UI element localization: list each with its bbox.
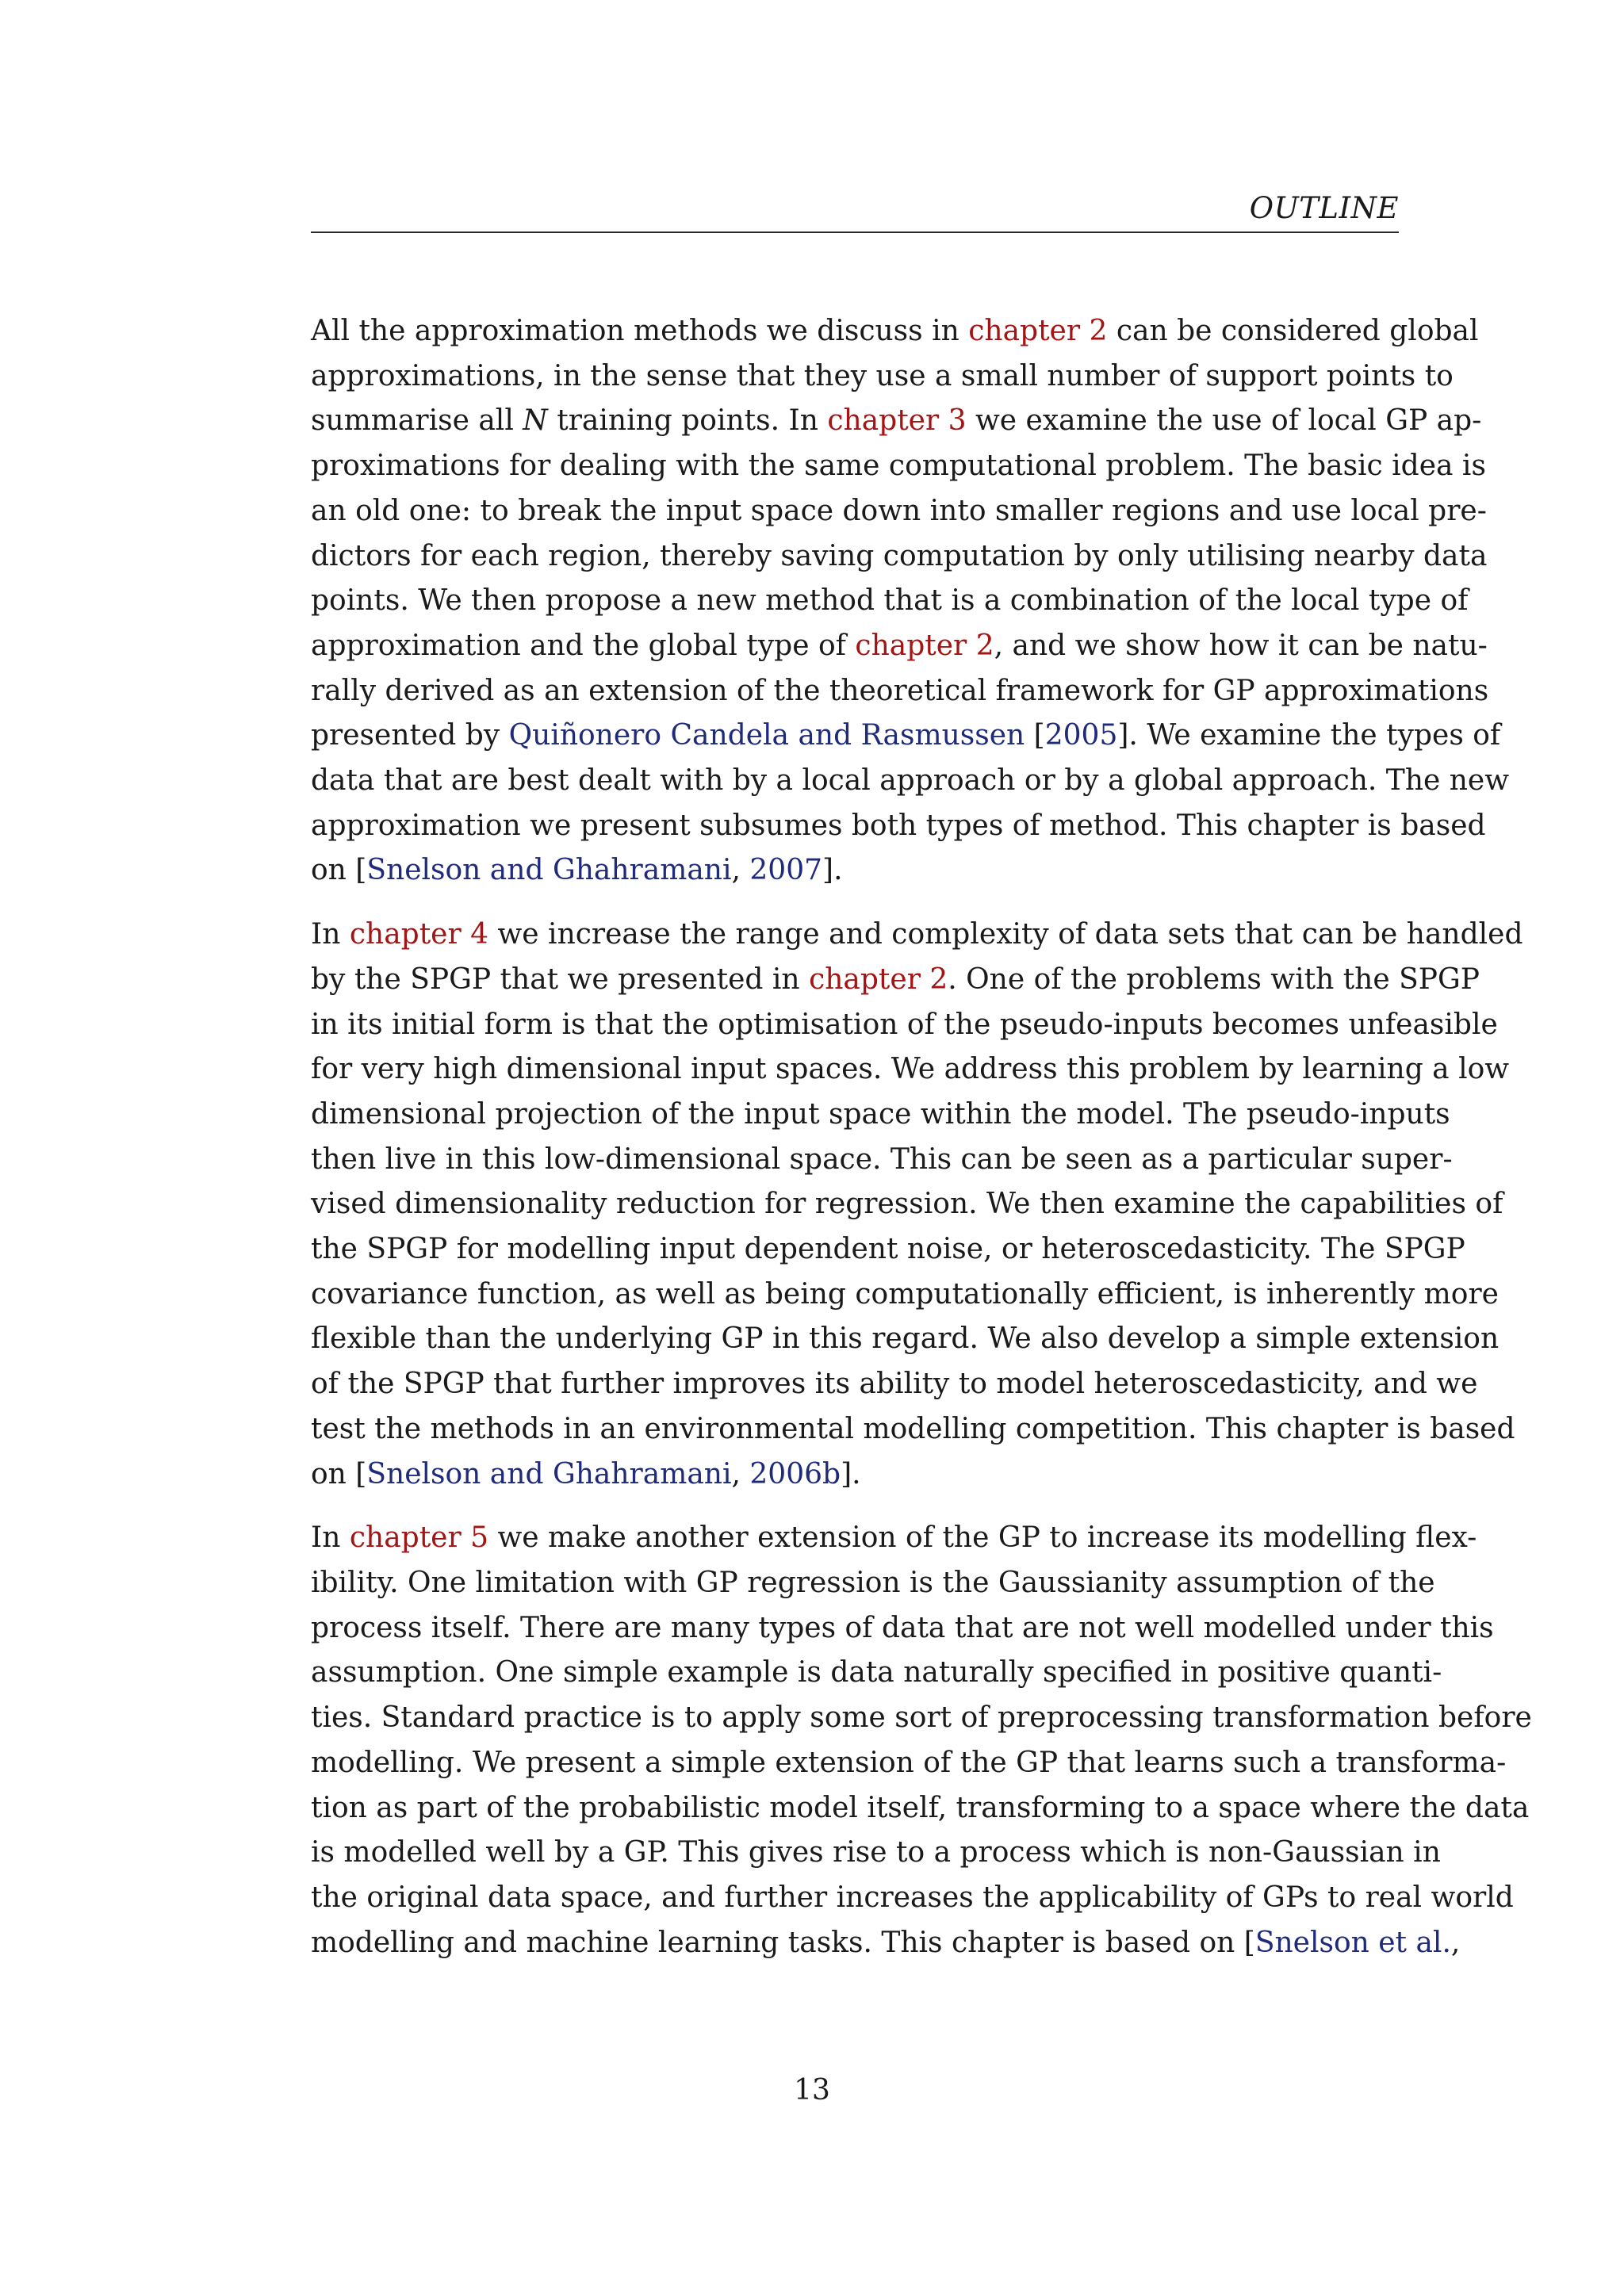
text-line bbox=[311, 1831, 1441, 1876]
text-line bbox=[311, 354, 1454, 400]
text-run: covariance function, as well as being computationally efficient, is inherently more bbox=[311, 1277, 1499, 1311]
chapter-link[interactable]: chapter 2 bbox=[809, 962, 948, 996]
paragraph bbox=[311, 913, 1523, 1497]
text-line bbox=[311, 1003, 1498, 1048]
text-run: on [ bbox=[311, 854, 367, 887]
text-run: can be considered global bbox=[1107, 315, 1479, 347]
text-run: an old one: to break the input space down into smaller regions and use local pre- bbox=[311, 494, 1487, 527]
text-run: , and we show how it can be natu- bbox=[994, 629, 1488, 662]
text-run: ]. bbox=[841, 1457, 861, 1490]
text-line bbox=[311, 913, 1523, 958]
chapter-link[interactable]: chapter 2 bbox=[968, 315, 1108, 347]
text-run: then live in this low-dimensional space. This can be seen as a particular super- bbox=[311, 1142, 1453, 1176]
chapter-link[interactable]: chapter 2 bbox=[855, 629, 994, 662]
text-line bbox=[311, 848, 1399, 894]
text-run: modelling. We present a simple extension of the GP that learns such a transforma- bbox=[311, 1746, 1507, 1779]
text-run: ]. bbox=[822, 854, 843, 887]
text-run: approximation and the global type of bbox=[311, 629, 856, 662]
text-run: assumption. One simple example is data naturally specified in positive quanti- bbox=[311, 1656, 1442, 1689]
text-line bbox=[311, 1516, 1477, 1561]
text-run: , bbox=[1450, 1926, 1461, 1959]
text-line bbox=[311, 804, 1486, 849]
text-run: In bbox=[311, 918, 350, 951]
text-line bbox=[311, 759, 1510, 804]
running-header bbox=[311, 187, 1399, 233]
citation-link[interactable]: Snelson and Ghahramani bbox=[366, 1457, 732, 1490]
text-line bbox=[311, 489, 1487, 534]
chapter-link[interactable]: chapter 4 bbox=[349, 918, 489, 951]
page-number: 13 bbox=[794, 2074, 830, 2107]
text-line bbox=[311, 1182, 1503, 1227]
text-run: points. We then propose a new method that is a combination of the local type of bbox=[311, 584, 1469, 618]
citation-link[interactable]: Quiñonero Candela and Rasmussen bbox=[508, 719, 1025, 752]
text-line bbox=[311, 444, 1486, 489]
text-line bbox=[311, 1876, 1514, 1921]
text-run: we examine the use of local GP ap- bbox=[966, 404, 1482, 438]
text-line bbox=[311, 1452, 1399, 1498]
citation-link[interactable]: Snelson et al. bbox=[1254, 1926, 1451, 1959]
text-run: proximations for dealing with the same computational problem. The basic idea is bbox=[311, 450, 1486, 483]
text-line bbox=[311, 534, 1488, 580]
text-run: approximation we present subsumes both types of method. This chapter is based bbox=[311, 809, 1486, 842]
text-line bbox=[311, 1651, 1442, 1696]
text-line bbox=[311, 579, 1469, 624]
text-line bbox=[311, 1786, 1530, 1831]
chapter-link[interactable]: chapter 3 bbox=[827, 404, 967, 438]
text-line bbox=[311, 1227, 1465, 1272]
text-run: tion as part of the probabilistic model itself, transforming to a space where the data bbox=[311, 1791, 1530, 1824]
text-run: the SPGP for modelling input dependent noise, or heteroscedasticity. The SPGP bbox=[311, 1233, 1465, 1266]
text-run: training points. In bbox=[547, 404, 828, 438]
text-run: , bbox=[731, 1457, 750, 1490]
text-run: is modelled well by a GP. This gives rise to a process which is non-Gaussian in bbox=[311, 1836, 1441, 1869]
text-line bbox=[311, 399, 1482, 444]
text-run: rally derived as an extension of the theoretical framework for GP approximations bbox=[311, 674, 1489, 707]
text-line bbox=[311, 1272, 1499, 1318]
text-run: , bbox=[731, 854, 750, 887]
text-line bbox=[311, 1317, 1500, 1362]
text-run: on [ bbox=[311, 1457, 367, 1490]
text-run: data that are best dealt with by a local approach or by a global approach. The new bbox=[311, 764, 1510, 798]
text-run: in its initial form is that the optimisation of the pseudo-inputs becomes unfeasible bbox=[311, 1008, 1498, 1041]
text-line bbox=[311, 1362, 1478, 1407]
text-run: [ bbox=[1025, 719, 1045, 752]
text-line bbox=[311, 1138, 1453, 1183]
text-run: In bbox=[311, 1521, 350, 1555]
citation-link[interactable]: 2005 bbox=[1044, 719, 1118, 752]
text-line bbox=[311, 309, 1479, 354]
text-run: the original data space, and further increases the applicability of GPs to real world bbox=[311, 1881, 1514, 1914]
text-line bbox=[311, 1696, 1532, 1741]
text-line bbox=[311, 669, 1489, 714]
text-line bbox=[311, 714, 1501, 759]
text-run: ties. Standard practice is to apply some sort of preprocessing transformation before bbox=[311, 1701, 1532, 1735]
text-run: of the SPGP that further improves its ability to model heteroscedasticity, and we bbox=[311, 1368, 1478, 1401]
text-line bbox=[311, 1561, 1435, 1606]
text-run: presented by bbox=[311, 719, 509, 752]
text-run: by the SPGP that we presented in bbox=[311, 962, 810, 996]
running-header-title: OUTLINE bbox=[1249, 191, 1399, 225]
math-symbol: N bbox=[523, 404, 548, 438]
citation-link[interactable]: 2007 bbox=[749, 854, 823, 887]
text-line bbox=[311, 1606, 1494, 1651]
text-run: process itself. There are many types of data that are not well modelled under this bbox=[311, 1611, 1494, 1644]
paragraph bbox=[311, 309, 1510, 894]
text-run: approximations, in the sense that they use a small number of support points to bbox=[311, 359, 1454, 392]
text-run: . One of the problems with the SPGP bbox=[948, 962, 1480, 996]
text-run: dictors for each region, thereby saving computation by only utilising nearby data bbox=[311, 539, 1488, 572]
text-run: flexible than the underlying GP in this regard. We also develop a simple extension bbox=[311, 1322, 1500, 1356]
text-line bbox=[311, 1741, 1507, 1786]
text-line bbox=[311, 1093, 1450, 1138]
text-run: we increase the range and complexity of data sets that can be handled bbox=[488, 918, 1523, 951]
text-run: vised dimensionality reduction for regression. We then examine the capabilities of bbox=[311, 1188, 1503, 1221]
text-line bbox=[311, 624, 1488, 669]
text-run: All the approximation methods we discuss in bbox=[311, 315, 969, 347]
text-run: for very high dimensional input spaces. We address this problem by learning a low bbox=[311, 1053, 1510, 1086]
text-line bbox=[311, 1921, 1461, 1966]
text-run: ]. We examine the types of bbox=[1117, 719, 1501, 752]
text-line bbox=[311, 958, 1480, 1003]
text-run: dimensional projection of the input space within the model. The pseudo-inputs bbox=[311, 1097, 1450, 1131]
text-run: modelling and machine learning tasks. This chapter is based on [ bbox=[311, 1926, 1255, 1959]
text-run: test the methods in an environmental modelling competition. This chapter is based bbox=[311, 1412, 1515, 1445]
text-line bbox=[311, 1407, 1515, 1452]
chapter-link[interactable]: chapter 5 bbox=[349, 1521, 489, 1555]
citation-link[interactable]: Snelson and Ghahramani bbox=[366, 854, 732, 887]
text-run: summarise all bbox=[311, 404, 523, 438]
text-run: ibility. One limitation with GP regression is the Gaussianity assumption of the bbox=[311, 1566, 1435, 1599]
text-run: we make another extension of the GP to increase its modelling flex- bbox=[488, 1521, 1477, 1555]
text-line bbox=[311, 1047, 1510, 1093]
paragraph bbox=[311, 1516, 1532, 1965]
body-text bbox=[311, 309, 1532, 1984]
citation-link[interactable]: 2006b bbox=[749, 1457, 841, 1490]
